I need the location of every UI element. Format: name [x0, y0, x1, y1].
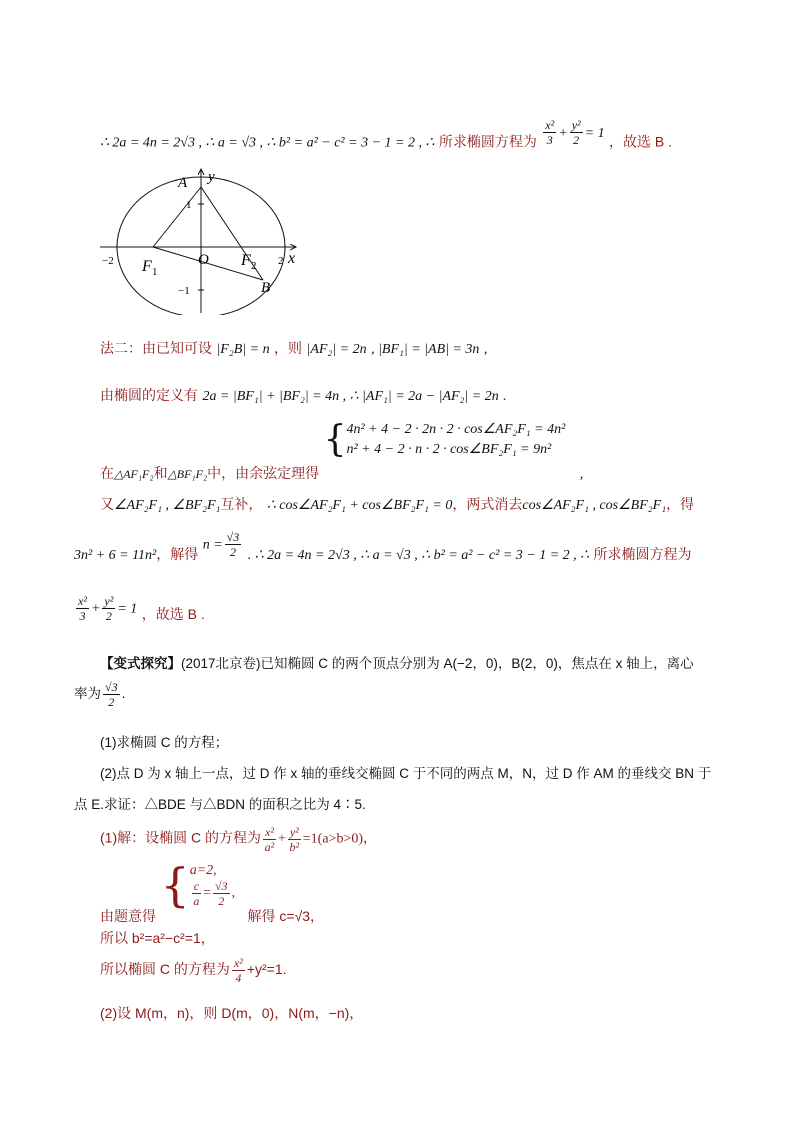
segment-F1A [153, 187, 201, 247]
variant-line-2: 率为 $\frac{√3}{2}$ . [74, 680, 126, 709]
text: 所求椭圆方程为 [438, 133, 537, 150]
fraction: $\frac{√3}{2}$ [226, 530, 240, 559]
cosine-line: 在△AF₁F₂和△BF₁F₂中，由余弦定理得 { 4n² + 4 − 2 · 2n · 2 · cos∠AF₂F₁ = 4n² n² + 4 − 2 · n · 2 · cos∠BF₂F₁ = 9n² , [100, 419, 584, 482]
tick-label-m2: −2 [102, 255, 114, 267]
fraction: $\frac{\text{x²}}{3}$ [545, 118, 555, 147]
solution-step-1: (1)解：设椭圆 C 的方程为 $\frac{\text{x²}}{\text{a²}}$ + $\frac{\text{y²}}{\text{b²}}$ =1(a>b>0)， [100, 825, 378, 854]
label-F2-sub: 2 [251, 260, 257, 272]
variant-line-1: 【变式探究】(2017北京卷)已知椭圆 C 的两个顶点分别为 A(−2，0)，B(2，0)，焦点在 x 轴上，离心 [100, 656, 694, 671]
label-B: B [261, 280, 271, 296]
label-F1-sub: 1 [152, 266, 158, 278]
tick-label-m1: −1 [178, 285, 190, 297]
equation-system: { 4n² + 4 − 2 · 2n · 2 · cos∠AF₂F₁ = 4n² n² + 4 − 2 · n · 2 · cos∠BF₂F₁ = 9n² [323, 419, 566, 460]
fraction: $\frac{\text{y²}}{\text{b²}}$ [289, 825, 300, 854]
label-x: x [288, 250, 296, 267]
solution-step-3: 所以 b²=a²−c²=1， [100, 930, 215, 946]
question-2a: (2)点 D 为 x 轴上一点，过 D 作 x 轴的垂线交椭圆 C 于不同的两点 M，N，过 D 作 AM 的垂线交 BN 于 [100, 766, 712, 781]
label-F1: F [142, 258, 152, 275]
ellipse-figure [96, 165, 306, 315]
fraction: $\frac{\text{y²}}{2}$ [571, 118, 581, 147]
answer-line: $\frac{\text{x²}}{3}$ + $\frac{\text{y²}}{2}$ = 1 ，故选 B . [78, 594, 205, 623]
label-A: A [178, 175, 188, 191]
question-1: (1)求椭圆 C 的方程； [100, 735, 229, 750]
suffix: ，故选 B . [609, 133, 673, 150]
math-expr: ∴ 2a = 4n = 2√3 , ∴ a = √3 , ∴ b² = a² − c² = 3 − 1 = 2 , ∴ [100, 135, 435, 151]
supplementary-line: 又∠AF₂F₁ , ∠BF₂F₁互补， ∴ cos∠AF₂F₁ + cos∠BF₂F₁ = 0，两式消去cos∠AF₂F₁ , cos∠BF₂F₁，得 [100, 496, 695, 513]
label-O: O [198, 252, 209, 268]
fraction: $\frac{\text{y²}}{2}$ [104, 594, 114, 623]
fraction: $\frac{\text{x²}}{3}$ [78, 594, 87, 623]
equation-system: { a=2, $\frac{c}{a}$ = $\frac{√3}{2}$ , [160, 858, 236, 912]
solution-step-2: 由题意得 { a=2, $\frac{c}{a}$ = $\frac{√3}{2}$ , 解得 c=√3， [100, 858, 325, 924]
fraction: $\frac{\text{x²}}{\text{a²}}$ [264, 825, 275, 854]
solution-step-5: (2)设 M(m，n)，则 D(m，0)，N(m，−n)， [100, 1005, 364, 1021]
question-2b: 点 E.求证：△BDE 与△BDN 的面积之比为 4∶5. [74, 797, 366, 812]
label-F2: F [241, 252, 251, 269]
method-2-line: 法二：由已知可设 |F₂B| = n ，则 |AF₂| = 2n , |BF₁| = |AB| = 3n , [100, 340, 488, 357]
tick-label-2: 2 [278, 255, 284, 267]
tick-label-1: 1 [186, 199, 192, 211]
definition-line: 由椭圆的定义有 2a = |BF₁| + |BF₂| = 4n , ∴ |AF₁| = 2a − |AF₂| = 2n . [100, 387, 507, 404]
solution-line-1: ∴ 2a = 4n = 2√3 , ∴ a = √3 , ∴ b² = a² − c² = 3 − 1 = 2 , ∴ 所求椭圆方程为 $\frac{\text{x²}}{3}$ + $\frac{\text{y²}}{2}$ = 1 ，故选 B . [100, 118, 673, 151]
label-y: y [208, 169, 215, 185]
fraction: $\frac{\text{x²}}{4}$ [233, 956, 243, 985]
fraction: $\frac{√3}{2}$ [105, 680, 118, 709]
solve-line: 3n² + 6 = 11n²，解得 n = $\frac{√3}{2}$ . ∴ 2a = 4n = 2√3 , ∴ a = √3 , ∴ b² = a² − c² = 3 − 1 = 2 , ∴ 所求椭圆方程为 [74, 530, 692, 563]
solution-step-4: 所以椭圆 C 的方程为 $\frac{\text{x²}}{4}$ +y²=1. [100, 956, 287, 985]
